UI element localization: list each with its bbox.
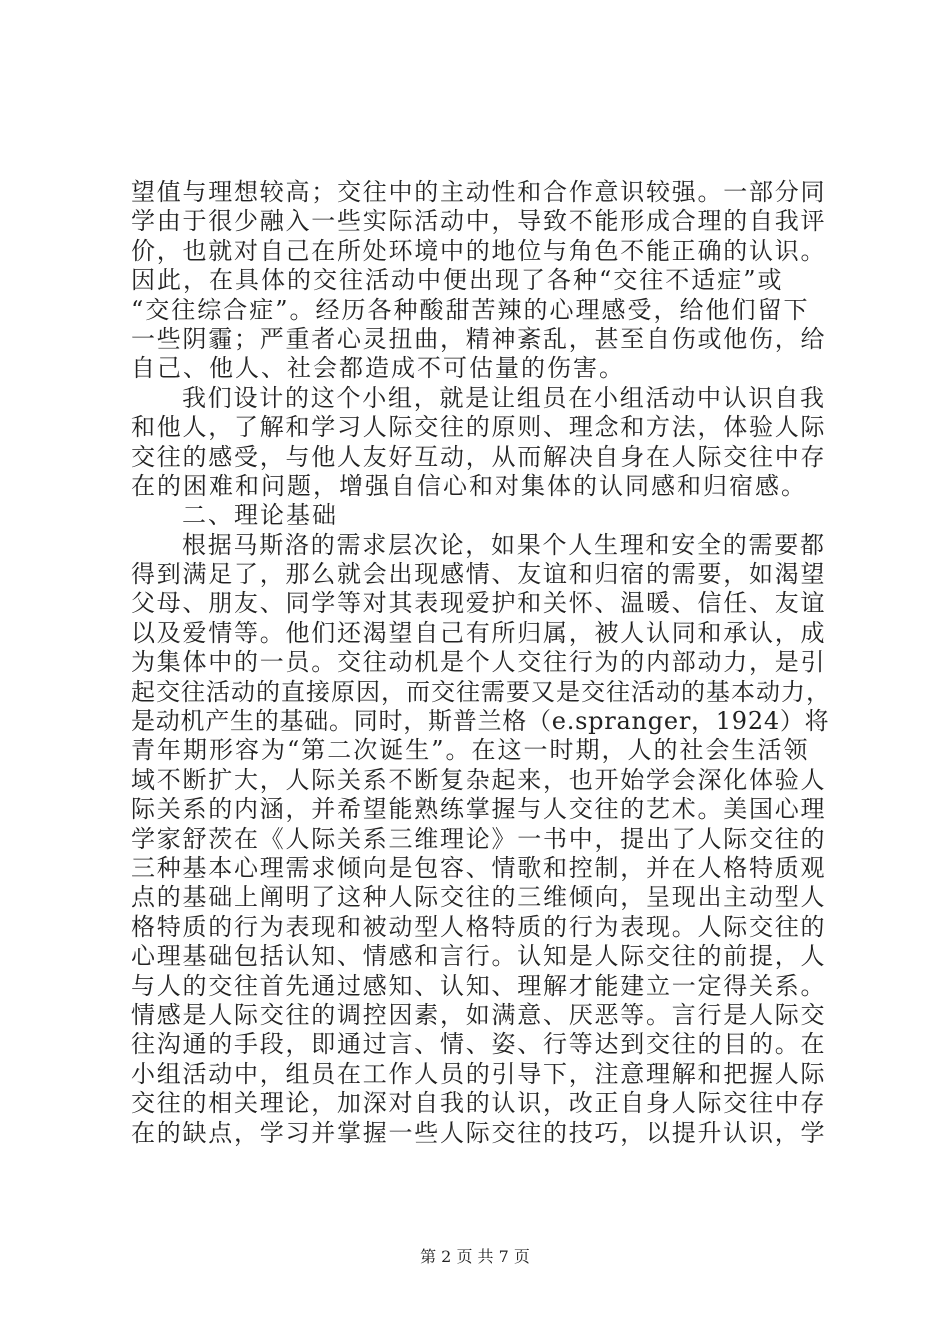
text-line: 学家舒茨在《人际关系三维理论》一书中，提出了人际交往的 bbox=[131, 824, 827, 853]
text-line: 三种基本心理需求倾向是包容、情歌和控制，并在人格特质观 bbox=[131, 853, 827, 882]
text-line: 为集体中的一员。交往动机是个人交往行为的内部动力，是引 bbox=[131, 648, 827, 677]
text-line: 际关系的内涵，并希望能熟练掌握与人交往的艺术。美国心理 bbox=[131, 795, 827, 824]
text-line: 和他人，了解和学习人际交往的原则、理念和方法，体验人际 bbox=[131, 413, 827, 442]
text-line: 交往的相关理论，加深对自我的认识，改正自身人际交往中存 bbox=[131, 1089, 827, 1118]
text-line: 自己、他人、社会都造成不可估量的伤害。 bbox=[131, 354, 625, 383]
text-line: 望值与理想较高；交往中的主动性和合作意识较强。一部分同 bbox=[131, 178, 827, 206]
text-line: 以及爱情等。他们还渴望自己有所归属，被人认同和承认，成 bbox=[131, 618, 827, 647]
page-number-footer: 第 2 页 共 7 页 bbox=[420, 1247, 530, 1266]
section-heading: 二、理论基础 bbox=[182, 501, 338, 530]
text-line: 青年期形容为“第二次诞生”。在这一时期，人的社会生活领 bbox=[131, 736, 810, 765]
text-line: 在的困难和问题，增强自信心和对集体的认同感和归宿感。 bbox=[131, 471, 807, 500]
text-line: 在的缺点，学习并掌握一些人际交往的技巧，以提升认识，学 bbox=[131, 1118, 827, 1147]
text-line: 父母、朋友、同学等对其表现爱护和关怀、温暖、信任、友谊 bbox=[131, 589, 827, 618]
paragraph-first-line: 根据马斯洛的需求层次论，如果个人生理和安全的需要都 bbox=[182, 530, 826, 559]
text-line: 域不断扩大，人际关系不断复杂起来，也开始学会深化体验人 bbox=[131, 765, 827, 794]
text-line: 是动机产生的基础。同时，斯普兰格（e.spranger，1924）将 bbox=[131, 707, 830, 736]
text-line: 往沟通的手段，即通过言、情、姿、行等达到交往的目的。在 bbox=[131, 1030, 827, 1059]
text-line: 得到满足了，那么就会出现感情、友谊和归宿的需要，如渴望 bbox=[131, 560, 827, 589]
text-line: “交往综合症”。经历各种酸甜苦辣的心理感受，给他们留下 bbox=[131, 295, 810, 324]
text-line: 因此，在具体的交往活动中便出现了各种“交往不适症”或 bbox=[131, 266, 784, 295]
text-line: 格特质的行为表现和被动型人格特质的行为表现。人际交往的 bbox=[131, 912, 827, 941]
text-line: 点的基础上阐明了这种人际交往的三维倾向，呈现出主动型人 bbox=[131, 883, 827, 912]
document-body bbox=[131, 178, 831, 1148]
text-line: 情感是人际交往的调控因素，如满意、厌恶等。言行是人际交 bbox=[131, 1000, 827, 1029]
text-line: 与人的交往首先通过感知、认知、理解才能建立一定得关系。 bbox=[131, 971, 827, 1000]
text-line: 小组活动中，组员在工作人员的引导下，注意理解和把握人际 bbox=[131, 1059, 827, 1088]
text-line: 学由于很少融入一些实际活动中，导致不能形成合理的自我评 bbox=[131, 207, 827, 236]
paragraph-first-line: 我们设计的这个小组，就是让组员在小组活动中认识自我 bbox=[182, 383, 826, 412]
text-line: 交往的感受，与他人友好互动，从而解决自身在人际交往中存 bbox=[131, 442, 827, 471]
text-line: 起交往活动的直接原因，而交往需要又是交往活动的基本动力， bbox=[131, 677, 831, 706]
text-line: 价，也就对自己在所处环境中的地位与角色不能正确的认识。 bbox=[131, 236, 827, 265]
text-line: 一些阴霾；严重者心灵扭曲，精神紊乱，甚至自伤或他伤，给 bbox=[131, 324, 827, 353]
text-line: 心理基础包括认知、情感和言行。认知是人际交往的前提，人 bbox=[131, 942, 827, 971]
